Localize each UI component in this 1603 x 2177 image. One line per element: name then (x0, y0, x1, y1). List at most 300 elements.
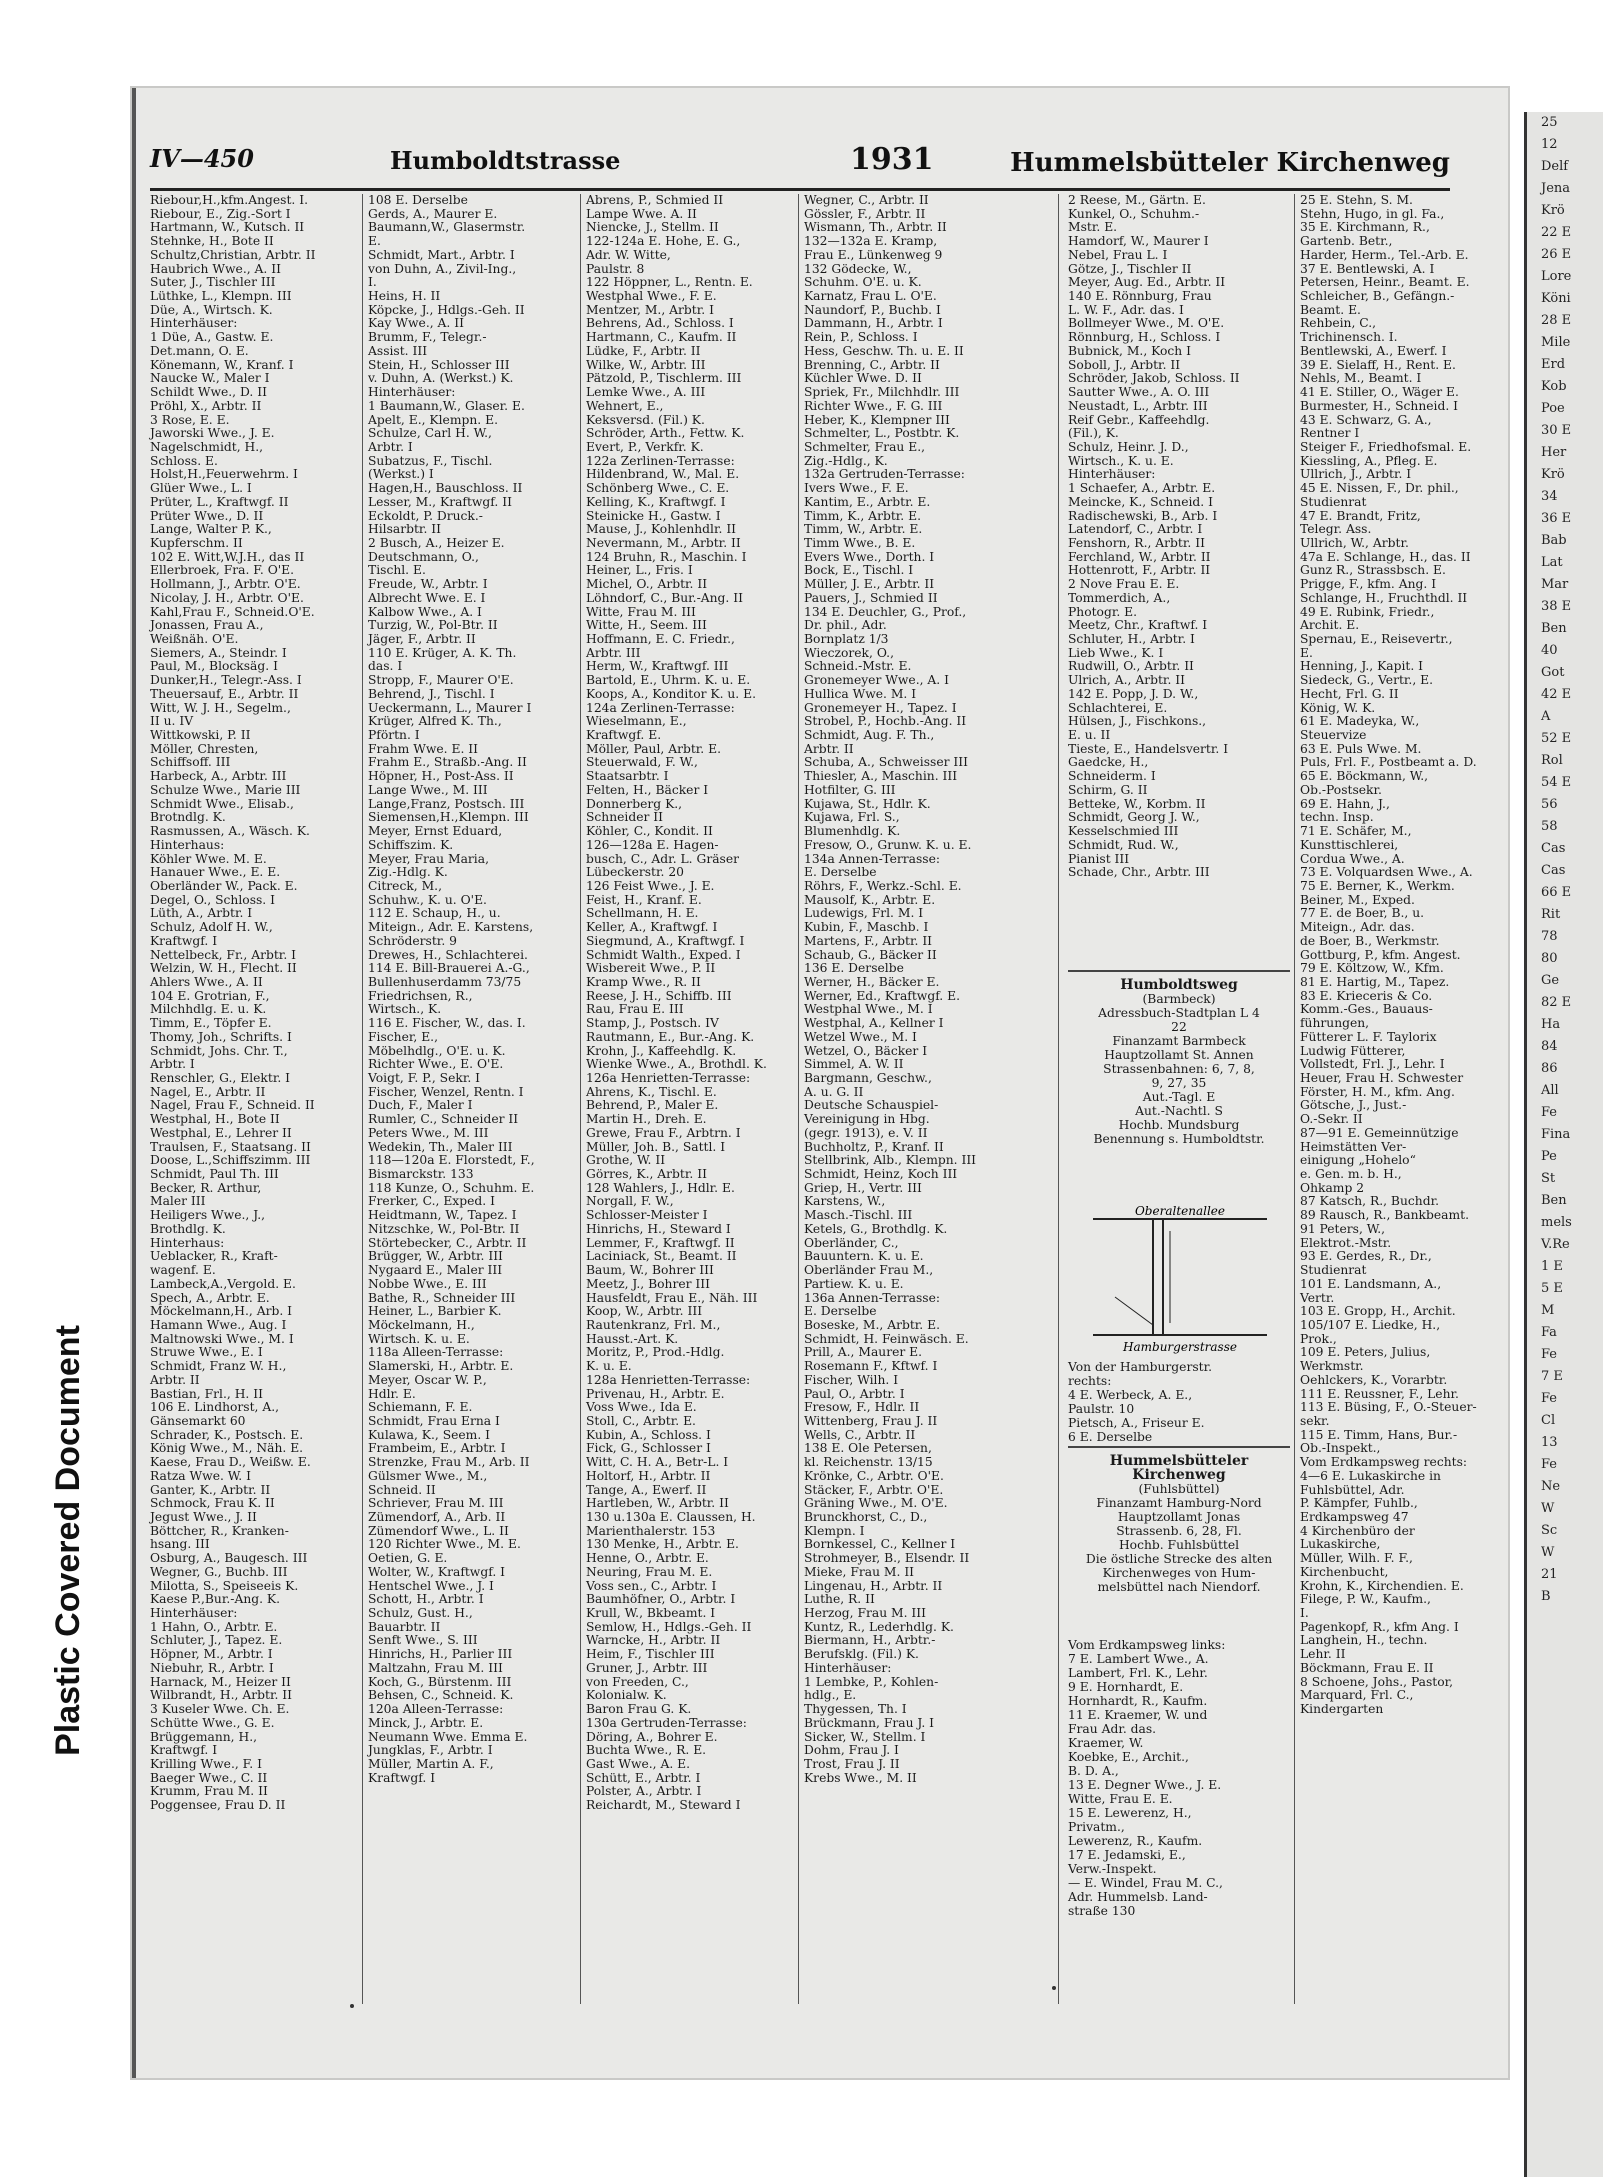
directory-entry: 101 E. Landsmann, A., (1300, 1276, 1442, 1291)
directory-entry: Reese, J. H., Schiffb. III (586, 988, 732, 1003)
directory-entry: Harnack, M., Heizer II (150, 1674, 291, 1689)
directory-entry: Martens, F., Arbtr. II (804, 933, 933, 948)
column-divider (580, 194, 581, 2004)
directory-entry: Löhndorf, C., Bur.-Ang. II (586, 590, 743, 605)
directory-entry: Schulz, Heinr. J. D., (1068, 439, 1189, 454)
directory-entry: Rehbein, C., (1300, 316, 1377, 331)
directory-entry: K. u. E. (586, 1359, 632, 1374)
directory-entry: Stoll, C., Arbtr. E. (586, 1413, 696, 1428)
adjacent-page-fragment: All (1541, 1083, 1559, 1098)
directory-entry: Schade, Chr., Arbtr. III (1068, 865, 1210, 880)
directory-entry: Herm, W., Kraftwgf. III (586, 659, 729, 674)
directory-entry: 130a Gertruden-Terrasse: (586, 1715, 747, 1730)
directory-entry: Gerds, A., Maurer E. (368, 206, 498, 221)
directory-entry: Schott, H., Arbtr. I (368, 1592, 484, 1607)
directory-entry: Baum, W., Bohrer III (586, 1263, 714, 1278)
directory-entry: Schlachterei, E. (1068, 700, 1168, 715)
directory-entry: Siemensen,H.,Klempn. III (368, 810, 529, 825)
directory-entry: Suter, J., Tischler III (150, 275, 276, 290)
adjacent-page-fragment: Ben (1541, 621, 1567, 636)
adjacent-page-fragment: mels (1541, 1215, 1572, 1230)
directory-entry: Privenau, H., Arbtr. E. (586, 1386, 725, 1401)
directory-entry: Koops, A., Konditor K. u. E. (586, 686, 757, 701)
directory-entry: Boseske, M., Arbtr. E. (804, 1317, 941, 1332)
directory-entry: Wells, C., Arbtr. II (804, 1427, 916, 1442)
directory-entry: Cordua Wwe., A. (1300, 851, 1405, 866)
directory-entry: Wirtsch., K. u. E. (1068, 453, 1174, 468)
directory-entry: Bartold, E., Uhrm. K. u. E. (586, 673, 751, 688)
directory-entry: Felten, H., Bäcker I (586, 782, 709, 797)
directory-entry: Karnatz, Frau L. O'E. (804, 289, 937, 304)
directory-entry: Wolter, W., Kraftwgf. I (368, 1564, 505, 1579)
directory-entry: 1 Lembke, P., Kohlen- (804, 1674, 939, 1689)
directory-entry: Schulze Wwe., Marie III (150, 782, 301, 797)
directory-entry: Prok., (1300, 1331, 1337, 1346)
directory-entry: Stropp, F., Maurer O'E. (368, 673, 514, 688)
directory-entry: Brumm, F., Telegr.- (368, 330, 487, 345)
directory-entry: Steinicke H., Gastw. I (586, 508, 721, 523)
directory-entry: 73 E. Volquardsen Wwe., A. (1300, 865, 1473, 880)
directory-entry: Berufsklg. (Fil.) K. (804, 1647, 919, 1662)
directory-entry: 2 Busch, A., Heizer E. (368, 535, 505, 550)
info-line: melsbüttel nach Niendorf. (1097, 1580, 1261, 1594)
directory-entry: Heber, K., Klempner III (804, 412, 950, 427)
directory-entry: Gronemeyer H., Tapez. I (804, 700, 957, 715)
directory-entry: Apelt, E., Klempn. E. (368, 412, 498, 427)
directory-entry: 134a Annen-Terrasse: (804, 851, 940, 866)
directory-entry: B. D. A., (1068, 1764, 1119, 1778)
directory-entry: das. I (368, 659, 403, 674)
directory-entry: Brotndlg. K. (150, 810, 226, 825)
directory-entry: Ob.-Postsekr. (1300, 782, 1382, 797)
directory-entry: I. (368, 275, 377, 290)
directory-entry: 39 E. Sielaff, H., Rent. E. (1300, 357, 1456, 372)
directory-entry: Pietsch, A., Friseur E. (1068, 1416, 1205, 1430)
directory-entry: Lieb Wwe., K. I (1068, 645, 1164, 660)
adjacent-page-fragment: Fe (1541, 1105, 1558, 1120)
directory-entry: Maltzahn, Frau M. III (368, 1660, 503, 1675)
directory-entry: Brenning, C., Arbtr. II (804, 357, 940, 372)
directory-entry: Jungklas, F., Arbtr. I (368, 1743, 493, 1758)
directory-entry: E. Derselbe (804, 865, 877, 880)
directory-entry: Wehnert, E., (586, 398, 664, 413)
directory-entry: (gegr. 1913), e. V. II (804, 1125, 928, 1140)
directory-entry: Kaese, Frau D., Weißw. E. (150, 1455, 311, 1470)
directory-entry: Hinterhäuser: (150, 1606, 238, 1621)
directory-entry: Vollstedt, Frl. J., Lehr. I (1300, 1057, 1445, 1072)
directory-entry: Osburg, A., Baugesch. III (150, 1551, 308, 1566)
info-line: Hochb. Fuhlsbüttel (1118, 1538, 1240, 1552)
directory-entry: Ob.-Inspekt., (1300, 1441, 1381, 1456)
directory-entry: Nehls, M., Beamt. I (1300, 371, 1422, 386)
directory-entry: Wisbereit Wwe., P. II (586, 961, 716, 976)
directory-entry: 1 Hahn, O., Arbtr. E. (150, 1619, 278, 1634)
directory-entry: Kesselschmied III (1068, 824, 1179, 839)
directory-entry: Welzin, W. H., Flecht. II (150, 961, 297, 976)
directory-entry: Hartmann, W., Kutsch. II (150, 220, 305, 235)
adjacent-page-fragment: Ha (1541, 1017, 1561, 1032)
directory-entry: Müller, Martin A. F., (368, 1756, 494, 1771)
info-line: Die östliche Strecke des alten (1085, 1552, 1273, 1566)
directory-entry: Wirtsch., K. (368, 1002, 442, 1017)
directory-entry: Kujawa, Frl. S., (804, 810, 900, 825)
column-divider (1058, 194, 1059, 2004)
directory-entry: Klempn. I (804, 1523, 865, 1538)
directory-entry: Hinterhäuser: (1068, 467, 1156, 482)
directory-entry: Kahl,Frau F., Schneid.O'E. (150, 604, 315, 619)
directory-entry: Grewe, Frau F., Arbtrn. I (586, 1125, 741, 1140)
punch-dot (1052, 1986, 1056, 1990)
directory-entry: Heiner, L., Barbier K. (368, 1304, 502, 1319)
directory-entry: 4 Kirchenbüro der (1300, 1523, 1415, 1538)
directory-entry: Kraemer, W. (1068, 1736, 1144, 1750)
directory-entry: Wetzel Wwe., M. I (804, 1029, 917, 1044)
directory-entry: Strobel, P., Hochb.-Ang. II (804, 714, 967, 729)
directory-entry: Prill, A., Maurer E. (804, 1345, 923, 1360)
directory-entry: Slamerski, H., Arbtr. E. (368, 1359, 514, 1374)
directory-entry: Rau, Frau E. III (586, 1002, 684, 1017)
directory-entry: Sicker, W., Stellm. I (804, 1729, 926, 1744)
directory-entry: Wittenberg, Frau J. II (804, 1413, 938, 1428)
directory-entry: Soboll, J., Arbtr. II (1068, 357, 1181, 372)
directory-entry: Wegner, G., Buchb. III (150, 1564, 288, 1579)
directory-entry: 4 E. Werbeck, A. E., (1068, 1388, 1193, 1402)
adjacent-page-fragment: 13 (1541, 1435, 1558, 1450)
directory-entry: Ueblacker, R., Kraft- (150, 1249, 278, 1264)
directory-entry: Ueckermann, L., Maurer I (368, 700, 532, 715)
directory-entry: Steiger F., Friedhofsmal. E. (1300, 439, 1472, 454)
directory-entry: Deutsche Schauspiel- (804, 1098, 939, 1113)
adjacent-page-fragment: Ge (1541, 973, 1560, 988)
adjacent-page-fragment: 21 (1541, 1567, 1558, 1582)
directory-entry: Baumann,W., Glasermstr. (368, 220, 526, 235)
directory-entry: Fresow, F., Hdlr. II (804, 1400, 920, 1415)
directory-entry: Assist. III (368, 343, 428, 358)
directory-entry: Betteke, W., Korbm. II (1068, 796, 1206, 811)
directory-entry: Koebke, E., Archit., (1068, 1750, 1189, 1764)
directory-entry: Bauuntern. K. u. E. (804, 1249, 924, 1264)
directory-entry: 4—6 E. Lukaskirche in (1300, 1468, 1441, 1483)
directory-entry: Fischer, Wenzel, Rentn. I (368, 1084, 524, 1099)
directory-entry: Erdkampsweg 47 (1300, 1510, 1409, 1524)
directory-entry: Stehn, Hugo, in gl. Fa., (1300, 206, 1445, 221)
directory-entry: Wieselmann, E., (586, 714, 687, 729)
directory-entry: 87 Katsch, R., Buchdr. (1300, 1194, 1440, 1209)
directory-entry: 136a Annen-Terrasse: (804, 1290, 940, 1305)
directory-entry: Westphal Wwe., M. I (804, 1002, 933, 1017)
directory-entry: kl. Reichenstr. 13/15 (804, 1455, 933, 1470)
directory-entry: Wittkowski, P. II (150, 728, 251, 743)
directory-entry: 130 Menke, H., Arbtr. E. (586, 1537, 739, 1552)
directory-entry: Renschler, G., Elektr. I (150, 1071, 291, 1085)
directory-entry: Schildt Wwe., D. II (150, 385, 267, 400)
directory-entry: 106 E. Lindhorst, A., (150, 1400, 280, 1415)
directory-entry: Hoffmann, E. C. Friedr., (586, 632, 735, 646)
directory-entry: König Wwe., M., Näh. E. (150, 1441, 304, 1456)
directory-entry: Schultz,Christian, Arbtr. II (150, 247, 316, 262)
directory-entry: Kindergarten (1300, 1702, 1384, 1717)
directory-entry: 3 Kuseler Wwe. Ch. E. (150, 1702, 290, 1717)
directory-entry: Gunz R., Strassbsch. E. (1300, 563, 1446, 578)
directory-entry: Kaese P.,Bur.-Ang. K. (150, 1592, 281, 1607)
hummels-title: Hummelsbütteler Kirchenweg (1109, 1453, 1249, 1483)
directory-entry: Lüthke, L., Klempn. III (150, 289, 292, 304)
directory-entry: Schulz, Adolf H. W., (150, 920, 273, 935)
directory-entry: Hamann Wwe., Aug. I (150, 1317, 287, 1332)
directory-entry: Oehlckers, K., Vorarbtr. (1300, 1372, 1448, 1387)
directory-entry: Dammann, H., Arbtr. I (804, 316, 943, 331)
directory-entry: Behrend, J., Tischl. I (368, 686, 495, 701)
column-6 (1300, 193, 1477, 2044)
directory-entry: Frahm E., Straßb.-Ang. II (368, 755, 527, 770)
directory-entry: Beamt. E. (1300, 302, 1361, 317)
directory-entry: Ketels, G., Brothdlg. K. (804, 1221, 948, 1236)
directory-entry: Adr. Hummelsb. Land- (1068, 1890, 1208, 1904)
directory-entry: Spriek, Fr., Milchhdlr. III (804, 385, 960, 400)
directory-entry: Frau E., Lünkenweg 9 (804, 247, 943, 262)
directory-entry: 2 Nove Frau E. E. (1068, 577, 1180, 592)
directory-entry: Steuervize (1300, 728, 1367, 743)
directory-entry: Rasmussen, A., Wäsch. K. (150, 824, 310, 839)
adjacent-page-fragment: Bab (1541, 533, 1567, 548)
directory-entry: Krüger, Alfred K. Th., (368, 714, 502, 729)
directory-entry: Krohn, K., Kirchendien. E. (1300, 1578, 1464, 1593)
directory-entry: Wegner, C., Arbtr. II (804, 193, 929, 207)
directory-entry: 116 E. Fischer, W., das. I. (368, 1016, 526, 1031)
directory-entry: Vom Erdkampsweg rechts: (1300, 1455, 1468, 1470)
directory-entry: 37 E. Bentlewski, A. I (1300, 261, 1435, 276)
directory-entry: Kantim, E., Arbtr. E. (804, 494, 931, 509)
directory-entry: Wieczorek, O., (804, 645, 895, 660)
directory-entry: 142 E. Popp, J. D. W., (1068, 686, 1199, 701)
directory-entry: Lehr. II (1300, 1647, 1346, 1662)
directory-entry: Köhler, C., Kondit. II (586, 824, 713, 839)
directory-entry: Rautenkranz, Frl. M., (586, 1317, 721, 1332)
directory-entry: Ratza Wwe. W. I (150, 1468, 251, 1483)
directory-entry: — E. Windel, Frau M. C., (1068, 1876, 1223, 1890)
directory-entry: de Boer, B., Werkmstr. (1300, 933, 1440, 948)
directory-entry: Puls, Frl. F., Postbeamt a. D. (1300, 755, 1477, 770)
directory-entry: Simmel, A. W. II (804, 1057, 904, 1072)
directory-entry: Heiligers Wwe., J., (150, 1208, 266, 1223)
adjacent-page-fragment: Mile (1541, 335, 1571, 350)
directory-entry: Lüdke, F., Arbtr. II (586, 343, 701, 358)
adjacent-page-fragment: W (1541, 1545, 1555, 1560)
adjacent-page-fragment: Rol (1541, 753, 1563, 768)
directory-entry: Weißnäh. O'E. (150, 632, 239, 646)
directory-entry: Kujawa, St., Hdlr. K. (804, 796, 931, 811)
directory-entry: 103 E. Gropp, H., Archit. (1300, 1304, 1456, 1319)
directory-entry: I. (1300, 1606, 1309, 1621)
directory-entry: Kraftwgf. I (150, 933, 218, 948)
directory-entry: Voss sen., C., Arbtr. I (586, 1578, 717, 1593)
directory-entry: Ellerbroek, Fra. F. O'E. (150, 563, 295, 578)
directory-entry: Timm, E., Töpfer E. (150, 1016, 272, 1031)
adjacent-page-fragment: 26 E (1541, 247, 1572, 262)
directory-entry: Schaub, G., Bäcker II (804, 947, 937, 962)
directory-entry: Gössler, F., Arbtr. II (804, 206, 926, 221)
adjacent-page-fragment: 86 (1541, 1061, 1558, 1076)
directory-entry: 126a Henrietten-Terrasse: (586, 1071, 751, 1085)
directory-entry: Höpner, M., Arbtr. I (150, 1647, 273, 1662)
directory-entry: Latendorf, C., Arbtr. I (1068, 522, 1203, 537)
directory-entry: Ullrich, J., Arbtr. I (1300, 467, 1412, 482)
directory-entry: Tischl. E. (368, 563, 426, 578)
directory-entry: e. Gen. m. b. H., (1300, 1167, 1402, 1182)
directory-entry: Sautter Wwe., A. O. III (1068, 385, 1210, 400)
adjacent-page-fragment: Lat (1541, 555, 1563, 570)
directory-entry: Deutschmann, O., (368, 549, 479, 564)
directory-entry: Holst,H.,Feuerwehrm. I (150, 467, 298, 482)
adjacent-page-fragment: Kob (1541, 379, 1567, 394)
directory-entry: Schneid. II (368, 1482, 436, 1497)
directory-entry: Gronemeyer Wwe., A. I (804, 673, 949, 688)
hummels-info (1068, 1496, 1290, 1594)
directory-entry: Möckelmann, H., (368, 1317, 475, 1332)
directory-entry: von Duhn, A., Zivil-Ing., (368, 261, 517, 276)
directory-entry: Staatsarbtr. I (586, 769, 669, 784)
directory-entry: Krönke, C., Arbtr. O'E. (804, 1468, 944, 1483)
directory-entry: Spech, A., Arbtr. E. (150, 1290, 270, 1305)
directory-entry: Masch.-Tischl. III (804, 1208, 913, 1223)
directory-entry: Lübeckerstr. 20 (586, 865, 684, 880)
adjacent-page-fragment: Krö (1541, 467, 1565, 482)
directory-entry: Siedeck, G., Vertr., E. (1300, 673, 1434, 688)
directory-entry: 118—120a E. Florstedt, F., (368, 1153, 535, 1168)
directory-entry: Grothe, W. II (586, 1153, 666, 1168)
directory-entry: Kubin, F., Maschb. I (804, 920, 929, 935)
directory-entry: Thygessen, Th. I (804, 1702, 907, 1717)
directory-entry: busch, C., Adr. L. Gräser (586, 851, 740, 866)
directory-entry: Thomy, Joh., Schrifts. I (150, 1029, 292, 1044)
adjacent-page-fragment: Fina (1541, 1127, 1571, 1142)
info-line: Strassenbahnen: 6, 7, 8, (1103, 1062, 1255, 1076)
directory-entry: Krebs Wwe., M. II (804, 1770, 917, 1785)
directory-entry: 1 Baumann,W., Glaser. E. (368, 398, 525, 413)
directory-entry: Kramp Wwe., R. II (586, 974, 701, 989)
directory-entry: 120 Richter Wwe., M. E. (368, 1537, 521, 1552)
directory-entry: Buchholtz, P., Kranf. II (804, 1139, 944, 1154)
directory-entry: Poggensee, Frau D. II (150, 1798, 286, 1813)
directory-entry: Götsche, J., Just.- (1300, 1098, 1407, 1113)
directory-entry: Arbtr. I (368, 439, 413, 454)
directory-entry: Evers Wwe., Dorth. I (804, 549, 935, 564)
directory-entry: Brückmann, Frau J. I (804, 1715, 935, 1730)
directory-entry: Prigge, F., kfm. Ang. I (1300, 577, 1437, 592)
info-line: Adressbuch-Stadtplan L 4 (1098, 1006, 1260, 1020)
directory-entry: Brügger, W., Arbtr. III (368, 1249, 503, 1264)
directory-entry: Karstens, W., (804, 1194, 886, 1209)
directory-entry: Westphal, E., Lehrer II (150, 1125, 292, 1140)
directory-entry: Röhrs, F., Werkz.-Schl. E. (804, 878, 962, 893)
directory-entry: Heins, H. II (368, 289, 441, 304)
directory-entry: Behsen, C., Schneid. K. (368, 1688, 514, 1703)
directory-entry: Burmester, H., Schneid. I (1300, 398, 1459, 413)
directory-entry: Müller, Wilh. F. F., (1300, 1551, 1413, 1566)
directory-entry: Frerker, C., Exped. I (368, 1194, 495, 1209)
directory-entry: 49 E. Rubink, Friedr., (1300, 604, 1435, 619)
directory-entry: Gaedcke, H., (1068, 755, 1149, 770)
directory-entry: Meetz, J., Bohrer III (586, 1276, 710, 1291)
directory-entry: Gartenb. Betr., (1300, 234, 1393, 249)
directory-entry: Siegmund, A., Kraftwgf. I (586, 933, 745, 948)
directory-entry: Förster, H. M., kfm. Ang. (1300, 1084, 1455, 1099)
directory-entry: E. (368, 234, 381, 249)
directory-entry: 136 E. Derselbe (804, 961, 904, 976)
directory-entry: Becker, R. Arthur, (150, 1180, 262, 1195)
directory-entry: Vom Erdkampsweg links: (1068, 1638, 1226, 1652)
directory-entry: Meincke, K., Schneid. I (1068, 494, 1213, 509)
directory-entry: 122 Höppner, L., Rentn. E. (586, 275, 753, 290)
humboldtsweg-after (1068, 1360, 1290, 1444)
info-line: Finanzamt Barmbeck (1112, 1034, 1246, 1048)
directory-entry: Schmidt, H. Feinwäsch. E. (804, 1331, 969, 1346)
directory-entry: 47 E. Brandt, Fritz, (1300, 508, 1421, 523)
directory-entry: Prüter Wwe., D. II (150, 508, 264, 523)
directory-entry: Albrecht Wwe. E. I (368, 590, 486, 605)
directory-entry: Holtorf, H., Arbtr. II (586, 1468, 711, 1483)
directory-entry: Köhler Wwe. M. E. (150, 851, 267, 866)
directory-entry: Siemers, A., Steindr. I (150, 645, 287, 660)
directory-entry: Schmidt, Aug. F. Th., (804, 728, 935, 743)
adjacent-page-fragment: Erd (1541, 357, 1566, 372)
directory-entry: Minck, J., Arbtr. E. (368, 1715, 484, 1730)
directory-entry: 104 E. Grotrian, F., (150, 988, 270, 1003)
directory-entry: Meyer, Aug. Ed., Arbtr. II (1068, 275, 1226, 290)
directory-entry: Schmidt Walth., Exped. I (586, 947, 741, 962)
directory-entry: Kuntz, R., Lederhdlg. K. (804, 1619, 954, 1634)
directory-entry: Semlow, H., Hdlgs.-Geh. II (586, 1619, 752, 1634)
directory-entry: Friedrichsen, R., (368, 988, 473, 1003)
directory-entry: Möbelhdlg., O'E. u. K. (368, 1043, 506, 1058)
directory-entry: Schmidt, Paul Th. III (150, 1167, 279, 1182)
directory-entry: Jonassen, Frau A., (150, 618, 264, 633)
directory-entry: Heim, F., Tischler III (586, 1647, 715, 1662)
directory-entry: Voigt, F. P., Sekr. I (368, 1071, 481, 1085)
directory-entry: Bullenhuserdamm 73/75 (368, 974, 522, 989)
directory-entry: Lambeck,A.,Vergold. E. (150, 1276, 296, 1291)
directory-entry: Verw.-Inspekt. (1068, 1862, 1157, 1876)
adjacent-page-fragment: Ne (1541, 1479, 1561, 1494)
directory-entry: Wilbrandt, H., Arbtr. II (150, 1688, 293, 1703)
directory-entry: Hilsarbtr. II (368, 522, 441, 537)
directory-entry: König, W. K. (1300, 700, 1376, 715)
directory-entry: Schönberg Wwe., C. E. (586, 481, 730, 496)
directory-entry: 2 Reese, M., Gärtn. E. (1068, 193, 1206, 207)
directory-entry: Frahm Wwe. E. II (368, 741, 478, 756)
directory-entry: Partiew. K. u. E. (804, 1276, 904, 1291)
directory-entry: Wetzel, O., Bäcker I (804, 1043, 928, 1058)
adjacent-page-fragment: 82 E (1541, 995, 1572, 1010)
directory-entry: Rautmann, E., Bur.-Ang. K. (586, 1029, 755, 1044)
adjacent-page-fragment: Poe (1541, 401, 1565, 416)
directory-entry: Ohkamp 2 (1300, 1180, 1365, 1195)
directory-entry: Spernau, E., Reisevertr., (1300, 632, 1453, 646)
directory-entry: Harder, Herm., Tel.-Arb. E. (1300, 247, 1469, 262)
adjacent-page-fragment: 80 (1541, 951, 1558, 966)
directory-entry: Jäger, F., Arbtr. II (368, 632, 476, 646)
directory-entry: Warncke, H., Arbtr. II (586, 1633, 721, 1648)
directory-entry: Fischer, E., (368, 1029, 438, 1044)
directory-entry: 112 E. Schaup, H., u. (368, 906, 501, 921)
directory-entry: Eckoldt, P. Druck.- (368, 508, 483, 523)
directory-entry: Hollmann, J., Arbtr. O'E. (150, 577, 301, 592)
humboldtsweg-block (1068, 978, 1290, 1146)
directory-entry: Dunker,H., Telegr.-Ass. I (150, 673, 302, 688)
directory-entry: Kolonialw. K. (586, 1688, 667, 1703)
directory-entry: Heidtmann, W., Tapez. I (368, 1208, 517, 1223)
punch-dot (350, 2004, 354, 2008)
